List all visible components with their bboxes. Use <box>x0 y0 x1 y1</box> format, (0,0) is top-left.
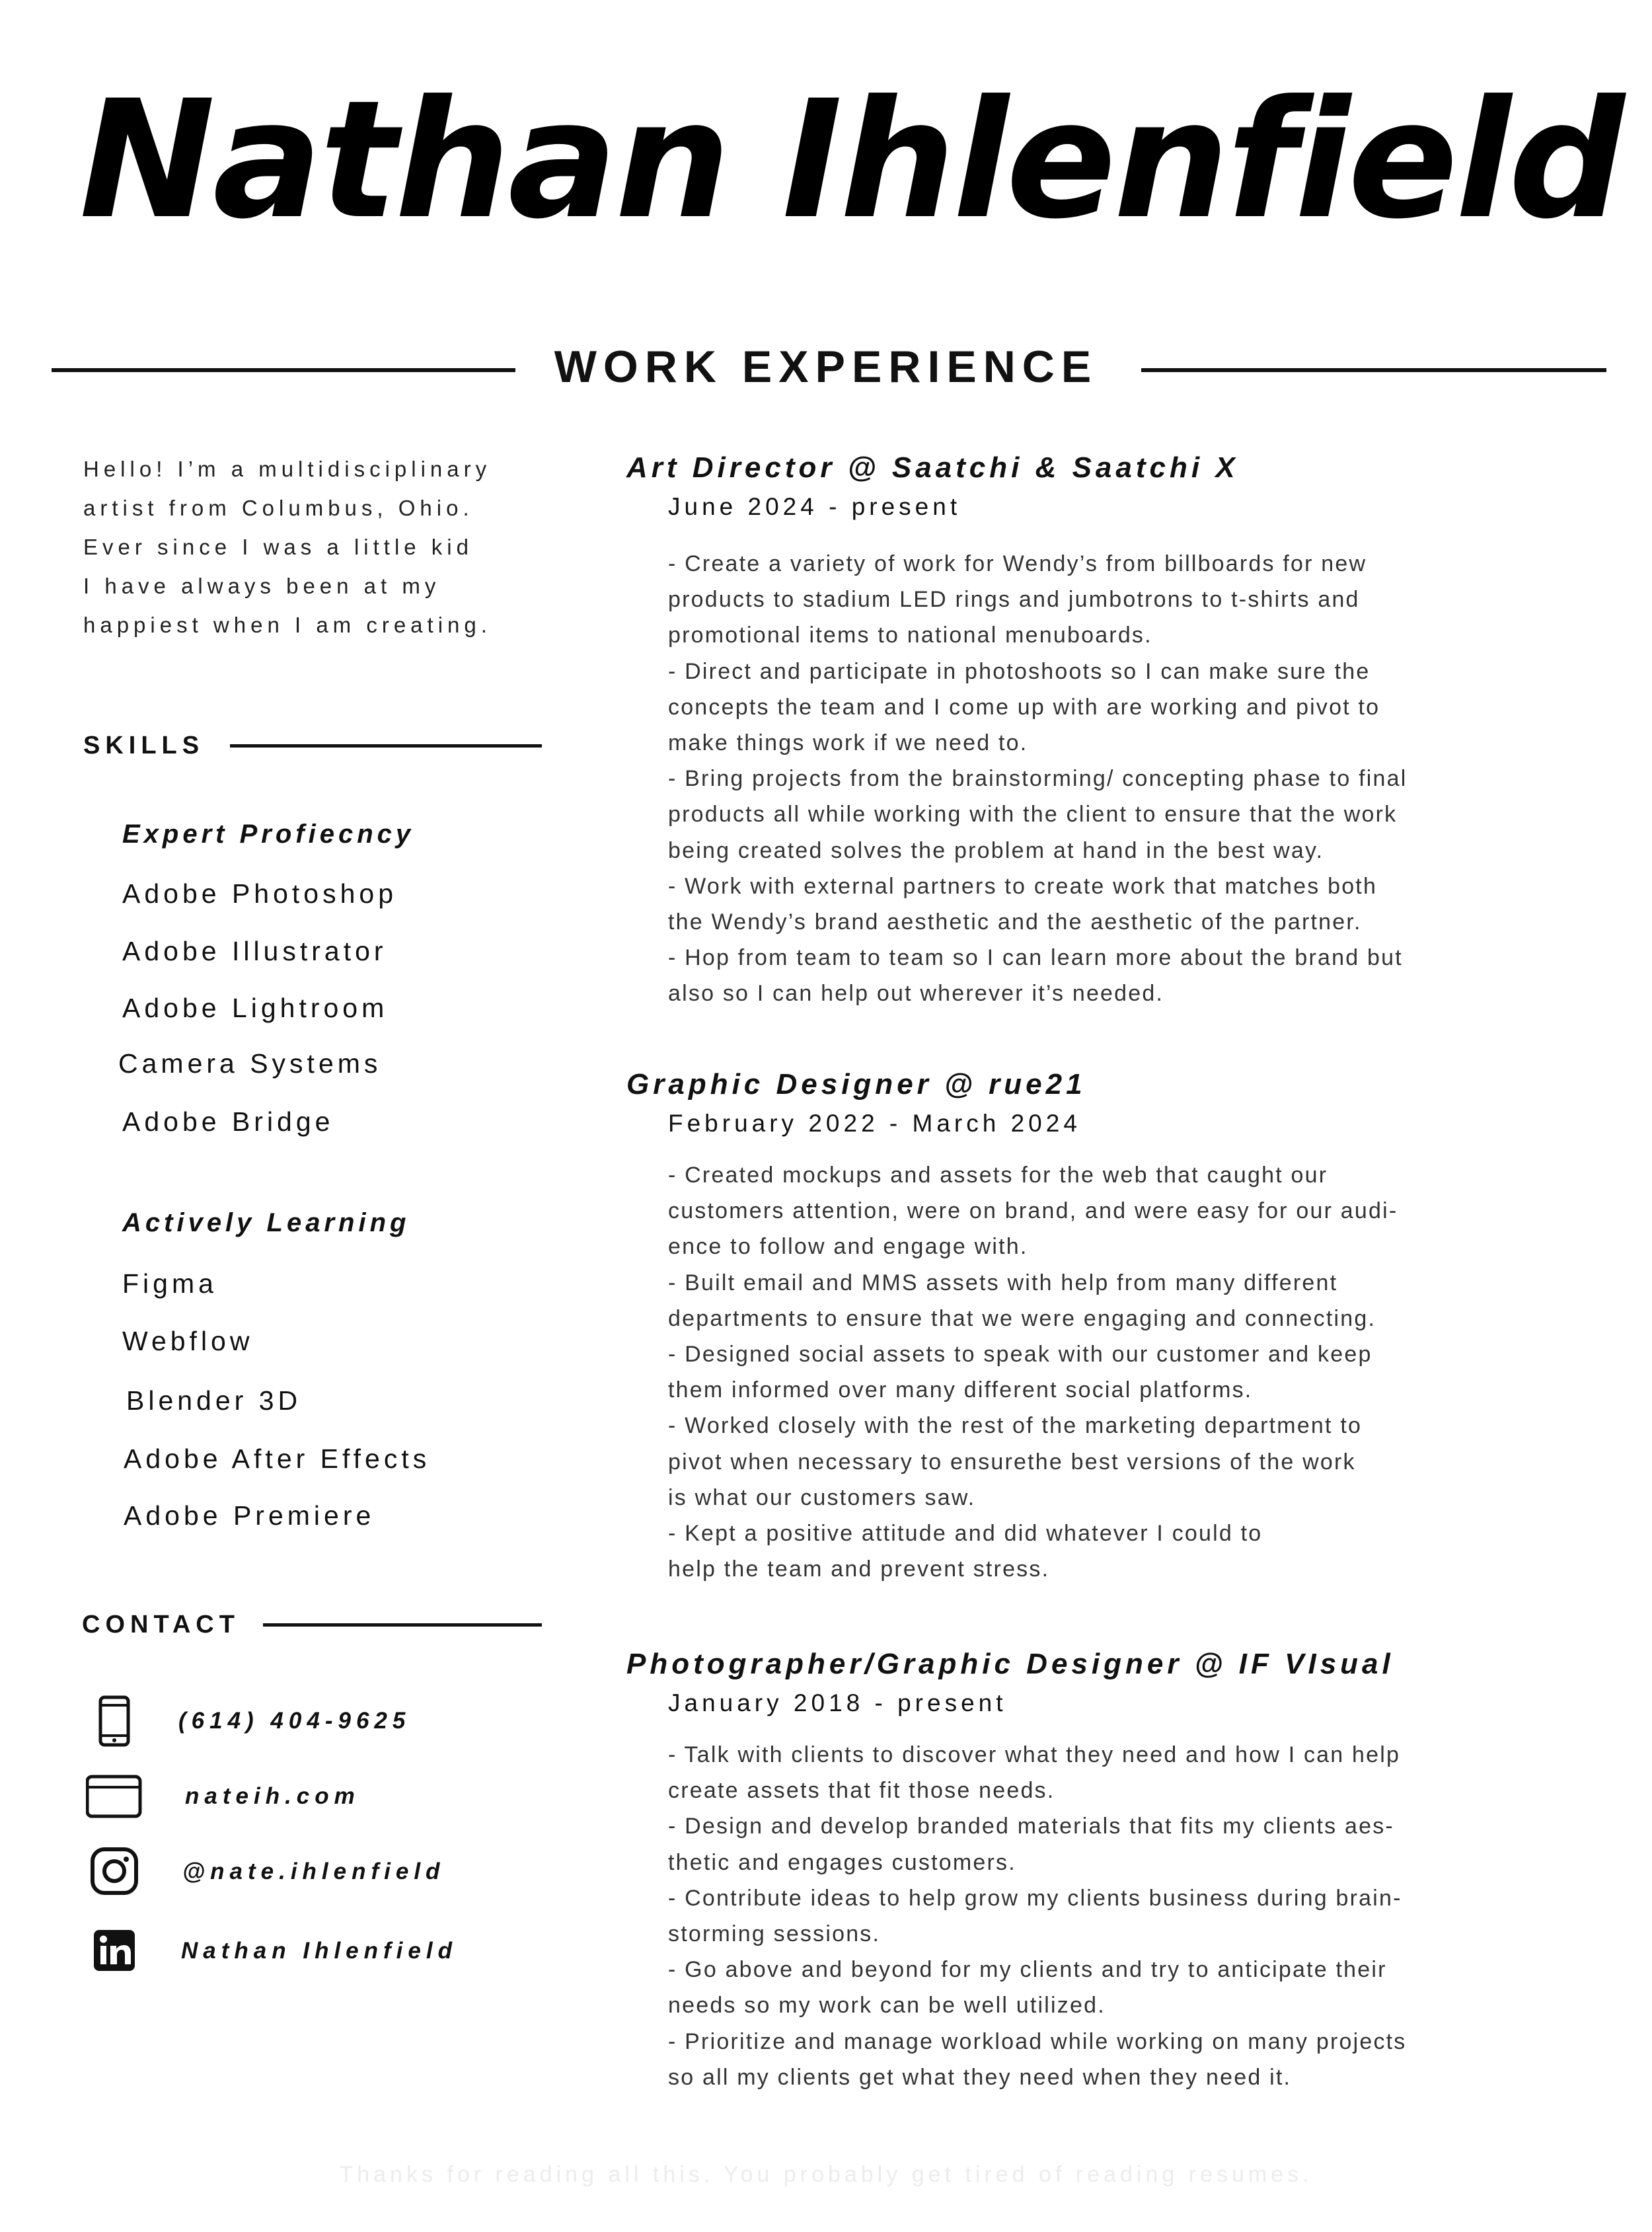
skills-heading: SKILLS <box>83 732 205 759</box>
job-dates: June 2024 - present <box>668 493 961 520</box>
description-line: ence to follow and engage with. <box>668 1234 1028 1260</box>
job-description <box>668 1157 1593 1587</box>
description-line: - Built email and MMS assets with help from many different <box>668 1270 1338 1295</box>
description-line: promotional items to national menuboards. <box>668 623 1152 648</box>
contact-linkedin[interactable] <box>86 1925 562 1978</box>
contact-linkedin-text[interactable]: Nathan Ihlenfield <box>181 1938 457 1964</box>
description-line: - Prioritize and manage workload while working on many projects <box>668 2028 1407 2054</box>
description-line: - Design and develop branded materials that fits my clients aes- <box>668 1814 1394 1839</box>
description-line: products to stadium LED rings and jumbotrons to t-shirts and <box>668 587 1360 613</box>
description-line: them informed over many different social platforms. <box>668 1377 1253 1403</box>
skill-item: Adobe Photoshop <box>122 878 397 909</box>
skill-item: Adobe Premiere <box>124 1500 375 1531</box>
description-line: - Bring projects from the brainstorming/ concepting phase to final <box>668 766 1408 792</box>
description-line: is what our customers saw. <box>668 1484 976 1510</box>
description-line: - Designed social assets to speak with our customer and keep <box>668 1342 1372 1367</box>
skill-item: Webflow <box>122 1326 254 1356</box>
description-line: create assets that fit those needs. <box>668 1778 1055 1804</box>
contact-website[interactable] <box>86 1770 562 1823</box>
job-title: Art Director @ Saatchi & Saatchi X <box>626 451 1239 484</box>
contact-instagram[interactable] <box>86 1845 562 1898</box>
intro-line: I have always been at my <box>83 574 441 598</box>
contact-heading: CONTACT <box>82 1611 240 1638</box>
description-line: - Work with external partners to create work that matches both <box>668 873 1378 899</box>
description-line: departments to ensure that we were engaging and connecting. <box>668 1305 1376 1331</box>
description-line: - Talk with clients to discover what they need and how I can help <box>668 1742 1401 1767</box>
job-dates: February 2022 - March 2024 <box>668 1110 1081 1137</box>
skill-item: Camera Systems <box>118 1048 382 1079</box>
intro-line: happiest when I am creating. <box>83 613 492 637</box>
footer-note: Thanks for reading all this. You probably get tired of reading resumes. <box>339 2162 1313 2187</box>
resume-name: Nathan Ihlenfield <box>79 66 1622 255</box>
description-line: concepts the team and I come up with are working and pivot to <box>668 694 1380 720</box>
contact-rule <box>263 1623 542 1627</box>
phone-icon <box>86 1695 143 1748</box>
description-line: - Create a variety of work for Wendy’s from billboards for new <box>668 551 1367 576</box>
job-description <box>668 1737 1593 2095</box>
contact-website-text[interactable]: nateih.com <box>185 1783 360 1809</box>
description-line: - Contribute ideas to help grow my clients business during brain- <box>668 1885 1402 1911</box>
description-line: help the team and prevent stress. <box>668 1557 1050 1582</box>
intro-line: Hello! I’m a multidisciplinary <box>83 457 492 481</box>
expert-proficiency-title: Expert Profiecncy <box>122 820 415 849</box>
skill-item: Adobe Bridge <box>122 1106 334 1137</box>
description-line: - Go above and beyond for my clients and try to anticipate their <box>668 1957 1387 1983</box>
description-line: being created solves the problem at hand in the best way. <box>668 837 1324 863</box>
skill-item: Adobe Illustrator <box>122 936 387 966</box>
description-line: storming sessions. <box>668 1921 881 1947</box>
job-title: Graphic Designer @ rue21 <box>626 1068 1086 1100</box>
description-line: the Wendy’s brand aesthetic and the aesthetic of the partner. <box>668 909 1362 935</box>
description-line: customers attention, were on brand, and were easy for our audi- <box>668 1198 1398 1224</box>
job-dates: January 2018 - present <box>668 1689 1007 1716</box>
intro-text <box>83 449 546 644</box>
contact-phone[interactable] <box>86 1695 562 1748</box>
skill-item: Blender 3D <box>126 1385 302 1416</box>
intro-line: Ever since I was a little kid <box>83 535 473 559</box>
instagram-icon <box>86 1845 143 1898</box>
description-line: - Worked closely with the rest of the marketing department to <box>668 1413 1363 1439</box>
skill-item: Adobe Lightroom <box>122 993 389 1023</box>
browser-icon <box>86 1770 143 1823</box>
actively-learning-title: Actively Learning <box>122 1208 410 1237</box>
description-line: also so I can help out wherever it’s needed. <box>668 981 1164 1007</box>
description-line: - Kept a positive attitude and did whatever I could to <box>668 1521 1263 1547</box>
description-line: - Created mockups and assets for the web that caught our <box>668 1163 1328 1188</box>
skill-item: Figma <box>122 1268 217 1299</box>
description-line: products all while working with the client to ensure that the work <box>668 802 1398 827</box>
description-line: thetic and engages customers. <box>668 1849 1016 1875</box>
description-line: so all my clients get what they need when they need it. <box>668 2064 1292 2090</box>
section-rule-right <box>1141 368 1606 372</box>
description-line: pivot when necessary to ensurethe best versions of the work <box>668 1449 1356 1475</box>
description-line: make things work if we need to. <box>668 730 1028 756</box>
contact-phone-text[interactable]: (614) 404-9625 <box>178 1708 411 1734</box>
linkedin-icon <box>86 1925 143 1978</box>
description-line: - Hop from team to team so I can learn more about the brand but <box>668 945 1403 971</box>
section-title: WORK EXPERIENCE <box>554 342 1098 392</box>
skill-item: Adobe After Effects <box>124 1443 431 1474</box>
contact-instagram-text[interactable]: @nate.ihlenfield <box>182 1859 445 1884</box>
job-description <box>668 546 1593 1012</box>
description-line: - Direct and participate in photoshoots so I can make sure the <box>668 658 1370 684</box>
intro-line: artist from Columbus, Ohio. <box>83 496 474 520</box>
job-title: Photographer/Graphic Designer @ IF VIsual <box>626 1648 1394 1680</box>
description-line: needs so my work can be well utilized. <box>668 1993 1106 2019</box>
skills-rule <box>230 744 542 748</box>
